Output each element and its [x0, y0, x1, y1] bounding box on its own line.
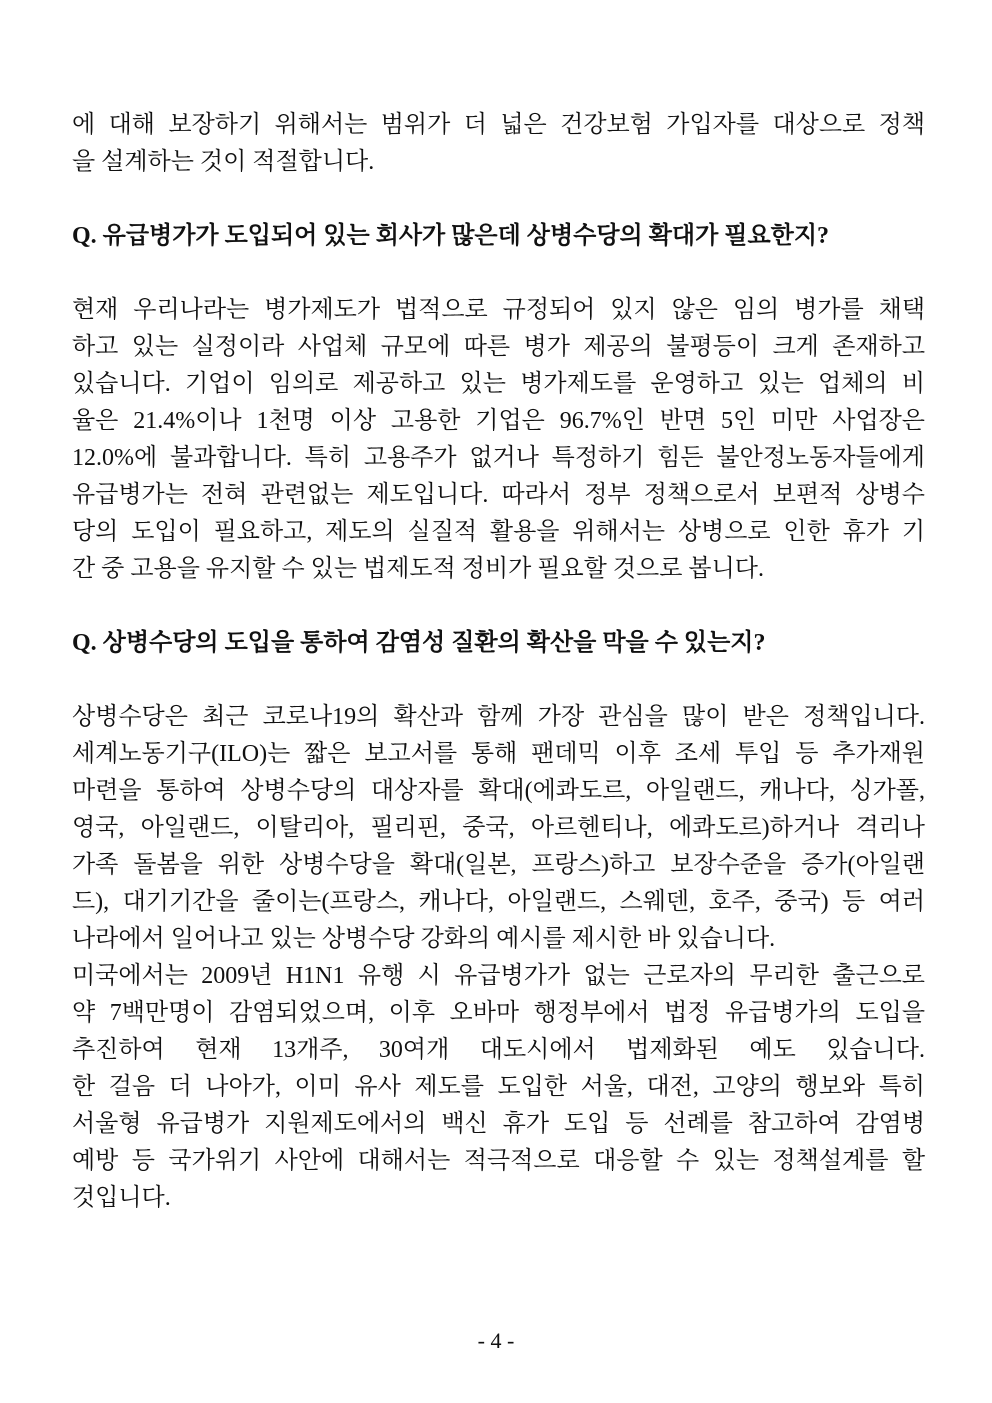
text-line: 에 대해 보장하기 위해서는 범위가 더 넓은 건강보험 가입자를 대상으로 정책 [72, 112, 925, 138]
text-line: 율은 21.4%이나 1천명 이상 고용한 기업은 96.7%인 반면 5인 미만 사업장은 [72, 408, 925, 434]
text-line: 가족 돌봄을 위한 상병수당을 확대(일본, 프랑스)하고 보장수준을 증가(아일랜 [72, 852, 925, 878]
text-line: 영국, 아일랜드, 이탈리아, 필리핀, 중국, 아르헨티나, 에콰도르)하거나 격리나 [72, 815, 925, 841]
question-infectious-disease-prevention [72, 625, 925, 662]
paragraph-policy-design-conclusion [72, 107, 925, 181]
text-line: 나라에서 일어나고 있는 상병수당 강화의 예시를 제시한 바 있습니다. [72, 926, 776, 952]
document-body [72, 107, 925, 1217]
text-line: 약 7백만명이 감염되었으며, 이후 오바마 행정부에서 법정 유급병가의 도입을 [72, 1000, 925, 1026]
text-line: 을 설계하는 것이 적절합니다. [72, 149, 375, 175]
text-line: 현재 우리나라는 병가제도가 법적으로 규정되어 있지 않은 임의 병가를 채택 [72, 297, 925, 323]
text-line: 드), 대기기간을 줄이는(프랑스, 캐나다, 아일랜드, 스웨덴, 호주, 중국) 등 여러 [72, 889, 925, 915]
text-line: 추진하여 현재 13개주, 30여개 대도시에서 법제화된 예도 있습니다. [72, 1037, 925, 1063]
paragraph-sick-leave-inequality [72, 292, 925, 588]
paragraph-ilo-international-examples [72, 699, 925, 958]
paragraph-us-h1n1-example [72, 958, 925, 1217]
text-line: 유급병가는 전혀 관련없는 제도입니다. 따라서 정부 정책으로서 보편적 상병수 [72, 482, 925, 508]
page-number: - 4 - [477, 1328, 515, 1353]
text-line: 있습니다. 기업이 임의로 제공하고 있는 병가제도를 운영하고 있는 업체의 비 [72, 371, 925, 397]
text-line: 것입니다. [72, 1185, 171, 1211]
text-line: 상병수당은 최근 코로나19의 확산과 함께 가장 관심을 많이 받은 정책입니다. [72, 704, 925, 730]
text-line: 12.0%에 불과합니다. 특히 고용주가 없거나 특정하기 힘든 불안정노동자들에게 [72, 445, 925, 471]
text-line: 마련을 통하여 상병수당의 대상자를 확대(에콰도르, 아일랜드, 캐나다, 싱가폴, [72, 778, 925, 804]
question-paid-sick-leave-expansion [72, 218, 925, 255]
question-heading-line: Q. 유급병가가 도입되어 있는 회사가 많은데 상병수당의 확대가 필요한지? [72, 223, 830, 249]
text-line: 하고 있는 실정이라 사업체 규모에 따른 병가 제공의 불평등이 크게 존재하고 [72, 334, 925, 360]
text-line: 서울형 유급병가 지원제도에서의 백신 휴가 도입 등 선례를 참고하여 감염병 [72, 1111, 925, 1137]
text-line: 세계노동기구(ILO)는 짧은 보고서를 통해 팬데믹 이후 조세 투입 등 추가재원 [72, 741, 925, 767]
text-line: 당의 도입이 필요하고, 제도의 실질적 활용을 위해서는 상병으로 인한 휴가 기 [72, 519, 925, 545]
text-line: 미국에서는 2009년 H1N1 유행 시 유급병가가 없는 근로자의 무리한 출근으로 [72, 963, 925, 989]
question-heading-line: Q. 상병수당의 도입을 통하여 감염성 질환의 확산을 막을 수 있는지? [72, 630, 766, 656]
page-footer [0, 1322, 992, 1359]
text-line: 한 걸음 더 나아가, 이미 유사 제도를 도입한 서울, 대전, 고양의 행보와 특히 [72, 1074, 925, 1100]
text-line: 간 중 고용을 유지할 수 있는 법제도적 정비가 필요할 것으로 봅니다. [72, 556, 764, 582]
text-line: 예방 등 국가위기 사안에 대해서는 적극적으로 대응할 수 있는 정책설계를 할 [72, 1148, 925, 1174]
